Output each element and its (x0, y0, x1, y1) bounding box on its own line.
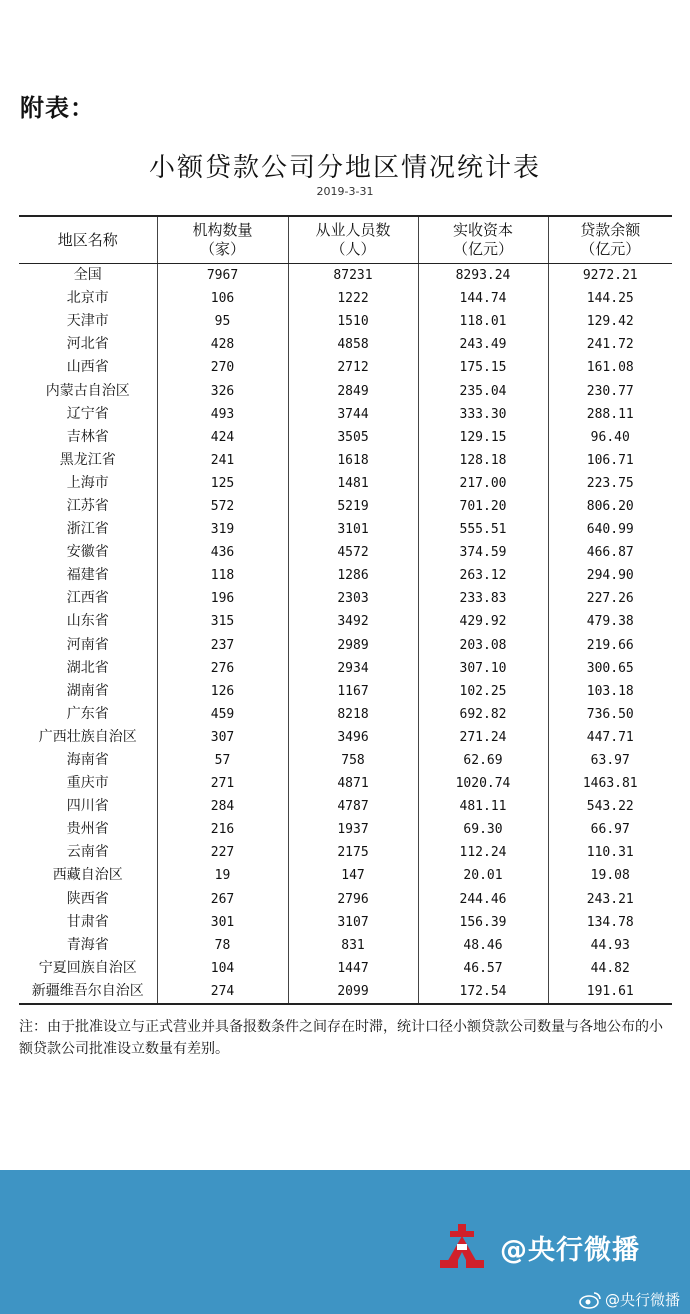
region-name-cell: 全国 (73, 267, 102, 284)
region-name-cell: 江西省 (66, 590, 109, 607)
table-row (19, 772, 672, 795)
value-cell: 2303 (288, 587, 418, 610)
region-name-cell: 河南省 (66, 636, 109, 653)
table-row (19, 680, 672, 703)
region-name-cell: 青海省 (66, 936, 109, 953)
page-title: 小额贷款公司分地区情况统计表 (148, 153, 541, 183)
value-cell: 5219 (288, 495, 418, 518)
value-cell: 428 (157, 333, 288, 356)
value-cell: 129.15 (418, 426, 548, 449)
value-cell: 3496 (288, 726, 418, 749)
value-cell: 62.69 (418, 749, 548, 772)
value-cell: 241 (157, 449, 288, 472)
region-name-cell: 北京市 (66, 290, 109, 307)
region-name-cell: 云南省 (66, 844, 109, 861)
value-cell: 300.65 (548, 657, 672, 680)
region-name-cell: 辽宁省 (66, 405, 109, 422)
value-cell: 736.50 (548, 703, 672, 726)
value-cell: 196 (157, 587, 288, 610)
pboc-logo-icon (438, 1222, 486, 1270)
value-cell: 102.25 (418, 680, 548, 703)
value-cell: 307.10 (418, 657, 548, 680)
attachment-label: 附表： (20, 93, 95, 122)
region-name-cell: 福建省 (66, 567, 109, 584)
value-cell: 267 (157, 888, 288, 911)
value-cell: 758 (288, 749, 418, 772)
value-cell: 271 (157, 772, 288, 795)
value-cell: 2849 (288, 379, 418, 402)
value-cell: 1463.81 (548, 772, 672, 795)
value-cell: 134.78 (548, 911, 672, 934)
region-name-cell: 吉林省 (66, 428, 109, 445)
value-cell: 216 (157, 818, 288, 841)
value-cell: 481.11 (418, 795, 548, 818)
value-cell: 301 (157, 911, 288, 934)
value-cell: 2712 (288, 356, 418, 379)
value-cell: 274 (157, 980, 288, 1004)
value-cell: 288.11 (548, 403, 672, 426)
value-cell: 243.21 (548, 888, 672, 911)
header-institutions: 机构数量 （家） (157, 216, 288, 264)
value-cell: 1286 (288, 564, 418, 587)
table-row (19, 818, 672, 841)
value-cell: 227 (157, 841, 288, 864)
table-row (19, 518, 672, 541)
value-cell: 315 (157, 610, 288, 633)
table-row (19, 703, 672, 726)
table-row (19, 957, 672, 980)
table-row (19, 495, 672, 518)
value-cell: 276 (157, 657, 288, 680)
value-cell: 1020.74 (418, 772, 548, 795)
region-name-cell: 西藏自治区 (52, 867, 123, 884)
value-cell: 2175 (288, 841, 418, 864)
value-cell: 806.20 (548, 495, 672, 518)
value-cell: 493 (157, 403, 288, 426)
region-name-cell: 重庆市 (66, 775, 109, 792)
value-cell: 284 (157, 795, 288, 818)
table-row (19, 795, 672, 818)
value-cell: 66.97 (548, 818, 672, 841)
value-cell: 701.20 (418, 495, 548, 518)
value-cell: 3492 (288, 610, 418, 633)
region-name-cell: 湖北省 (66, 659, 109, 676)
table-row (19, 864, 672, 887)
value-cell: 44.93 (548, 934, 672, 957)
value-cell: 103.18 (548, 680, 672, 703)
value-cell: 20.01 (418, 864, 548, 887)
value-cell: 263.12 (418, 564, 548, 587)
table-row (19, 403, 672, 426)
value-cell: 19 (157, 864, 288, 887)
table-row (19, 310, 672, 333)
value-cell: 46.57 (418, 957, 548, 980)
value-cell: 126 (157, 680, 288, 703)
value-cell: 429.92 (418, 610, 548, 633)
value-cell: 78 (157, 934, 288, 957)
table-row (19, 841, 672, 864)
region-name-cell: 上海市 (66, 474, 109, 491)
value-cell: 447.71 (548, 726, 672, 749)
value-cell: 9272.21 (548, 264, 672, 288)
header-region: 地区名称 (19, 216, 157, 264)
value-cell: 69.30 (418, 818, 548, 841)
statistics-table (19, 215, 672, 1005)
region-name-cell: 江苏省 (66, 497, 109, 514)
value-cell: 19.08 (548, 864, 672, 887)
table-row (19, 333, 672, 356)
value-cell: 436 (157, 541, 288, 564)
value-cell: 271.24 (418, 726, 548, 749)
table-row (19, 726, 672, 749)
value-cell: 175.15 (418, 356, 548, 379)
value-cell: 44.82 (548, 957, 672, 980)
table-body (19, 264, 672, 1005)
value-cell: 57 (157, 749, 288, 772)
table-row (19, 911, 672, 934)
value-cell: 128.18 (418, 449, 548, 472)
value-cell: 692.82 (418, 703, 548, 726)
value-cell: 8218 (288, 703, 418, 726)
value-cell: 144.25 (548, 287, 672, 310)
table-row (19, 541, 672, 564)
value-cell: 172.54 (418, 980, 548, 1004)
value-cell: 243.49 (418, 333, 548, 356)
table-row (19, 587, 672, 610)
watermark-text: @央行微播 (604, 1291, 680, 1309)
value-cell: 640.99 (548, 518, 672, 541)
value-cell: 87231 (288, 264, 418, 288)
value-cell: 326 (157, 379, 288, 402)
table-row (19, 980, 672, 1004)
value-cell: 3744 (288, 403, 418, 426)
value-cell: 3505 (288, 426, 418, 449)
value-cell: 2099 (288, 980, 418, 1004)
value-cell: 203.08 (418, 634, 548, 657)
region-name-cell: 安徽省 (66, 544, 109, 561)
table-row (19, 934, 672, 957)
table-header (19, 216, 672, 264)
value-cell: 1222 (288, 287, 418, 310)
weibo-icon (579, 1291, 601, 1309)
value-cell: 1618 (288, 449, 418, 472)
value-cell: 156.39 (418, 911, 548, 934)
region-name-cell: 陕西省 (66, 890, 109, 907)
header-paid-capital: 实收资本 （亿元） (418, 216, 548, 264)
value-cell: 479.38 (548, 610, 672, 633)
table-row (19, 472, 672, 495)
footnote: 注：由于批准设立与正式营业并具备报数条件之间存在时滞，统计口径小额贷款公司数量与各地公布的小额贷款公司批准设立数量有差别。 (19, 1019, 663, 1057)
region-name-cell: 甘肃省 (66, 913, 109, 930)
region-name-cell: 贵州省 (66, 821, 109, 838)
region-name-cell: 山西省 (66, 359, 109, 376)
region-name-cell: 四川省 (66, 798, 109, 815)
value-cell: 270 (157, 356, 288, 379)
value-cell: 217.00 (418, 472, 548, 495)
value-cell: 244.46 (418, 888, 548, 911)
region-name-cell: 山东省 (66, 613, 109, 630)
value-cell: 1937 (288, 818, 418, 841)
value-cell: 543.22 (548, 795, 672, 818)
region-name-cell: 新疆维吾尔自治区 (31, 982, 144, 999)
table-row (19, 287, 672, 310)
header-employees: 从业人员数 （人） (288, 216, 418, 264)
value-cell: 63.97 (548, 749, 672, 772)
region-name-cell: 宁夏回族自治区 (38, 959, 137, 976)
footer-banner (0, 1170, 690, 1314)
value-cell: 7967 (157, 264, 288, 288)
value-cell: 129.42 (548, 310, 672, 333)
table-row (19, 356, 672, 379)
header-loan-balance: 贷款余额 （亿元） (548, 216, 672, 264)
value-cell: 144.74 (418, 287, 548, 310)
value-cell: 233.83 (418, 587, 548, 610)
value-cell: 104 (157, 957, 288, 980)
table-row (19, 657, 672, 680)
region-name-cell: 内蒙古自治区 (45, 382, 130, 399)
region-name-cell: 湖南省 (66, 682, 109, 699)
region-name-cell: 广西壮族自治区 (38, 728, 137, 745)
region-name-cell: 广东省 (66, 705, 109, 722)
region-name-cell: 黑龙江省 (59, 451, 116, 468)
value-cell: 235.04 (418, 379, 548, 402)
table-row (19, 564, 672, 587)
value-cell: 227.26 (548, 587, 672, 610)
region-name-cell: 浙江省 (66, 521, 109, 538)
value-cell: 96.40 (548, 426, 672, 449)
table-row (19, 749, 672, 772)
value-cell: 237 (157, 634, 288, 657)
value-cell: 112.24 (418, 841, 548, 864)
value-cell: 219.66 (548, 634, 672, 657)
value-cell: 106 (157, 287, 288, 310)
value-cell: 230.77 (548, 379, 672, 402)
region-name-cell: 天津市 (66, 313, 109, 330)
value-cell: 572 (157, 495, 288, 518)
table-row (19, 610, 672, 633)
value-cell: 374.59 (418, 541, 548, 564)
region-name-cell: 河北省 (66, 336, 109, 353)
value-cell: 223.75 (548, 472, 672, 495)
value-cell: 307 (157, 726, 288, 749)
value-cell: 333.30 (418, 403, 548, 426)
value-cell: 3101 (288, 518, 418, 541)
region-name-cell: 海南省 (66, 752, 109, 769)
value-cell: 555.51 (418, 518, 548, 541)
value-cell: 1510 (288, 310, 418, 333)
value-cell: 1447 (288, 957, 418, 980)
value-cell: 147 (288, 864, 418, 887)
table-row (19, 264, 672, 288)
value-cell: 118.01 (418, 310, 548, 333)
value-cell: 118 (157, 564, 288, 587)
value-cell: 2934 (288, 657, 418, 680)
value-cell: 3107 (288, 911, 418, 934)
weibo-watermark (579, 1289, 680, 1310)
table-row (19, 634, 672, 657)
value-cell: 466.87 (548, 541, 672, 564)
value-cell: 4871 (288, 772, 418, 795)
value-cell: 1167 (288, 680, 418, 703)
value-cell: 2989 (288, 634, 418, 657)
value-cell: 4787 (288, 795, 418, 818)
value-cell: 294.90 (548, 564, 672, 587)
value-cell: 4858 (288, 333, 418, 356)
brand-name: @央行微播 (500, 1235, 640, 1266)
value-cell: 424 (157, 426, 288, 449)
value-cell: 125 (157, 472, 288, 495)
table-row (19, 449, 672, 472)
value-cell: 106.71 (548, 449, 672, 472)
value-cell: 241.72 (548, 333, 672, 356)
report-date: 2019-3-31 (316, 185, 374, 198)
value-cell: 48.46 (418, 934, 548, 957)
value-cell: 4572 (288, 541, 418, 564)
value-cell: 831 (288, 934, 418, 957)
value-cell: 191.61 (548, 980, 672, 1004)
value-cell: 161.08 (548, 356, 672, 379)
value-cell: 459 (157, 703, 288, 726)
value-cell: 8293.24 (418, 264, 548, 288)
table-row (19, 888, 672, 911)
value-cell: 319 (157, 518, 288, 541)
value-cell: 95 (157, 310, 288, 333)
value-cell: 1481 (288, 472, 418, 495)
value-cell: 2796 (288, 888, 418, 911)
value-cell: 110.31 (548, 841, 672, 864)
table-row (19, 426, 672, 449)
table-row (19, 379, 672, 402)
